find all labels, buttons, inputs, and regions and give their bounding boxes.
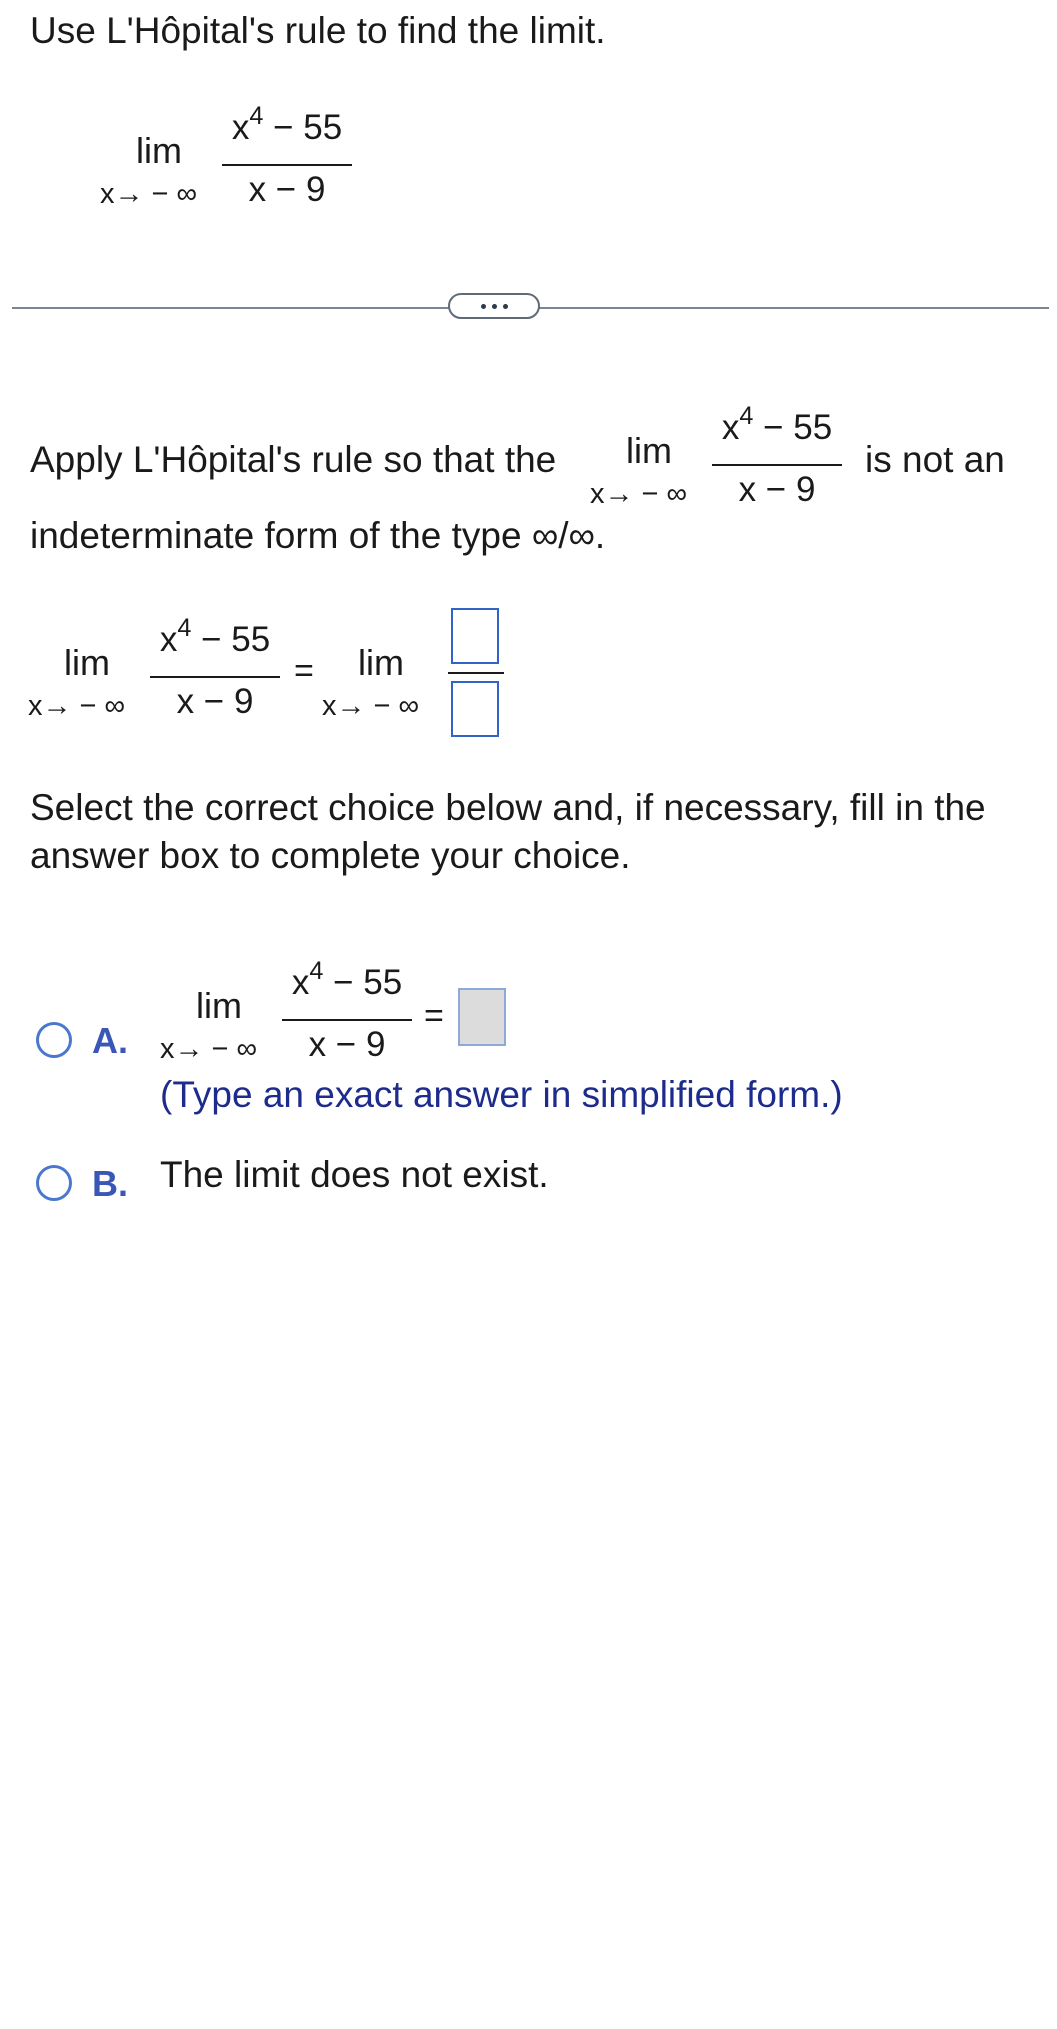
fraction-denominator: x − 9 [248,170,326,209]
choice-prompt-line1: Select the correct choice below and, if necessary, fill in the [30,787,986,828]
limit-fraction [150,612,280,722]
choice-a-answer-input[interactable] [458,988,506,1046]
instruction-limit [590,400,850,515]
question-title: Use L'Hôpital's rule to find the limit. [30,10,606,51]
equals-sign: = [294,652,314,690]
lim-label: lim [136,130,182,171]
numerator-answer-input[interactable] [451,608,499,664]
dot-icon [492,304,497,309]
fraction-numerator: $x^4 - 55$ [159,614,271,659]
fraction-denominator: x − 9 [738,470,816,509]
fraction-bar [222,164,352,166]
answer-fraction-bar [448,672,504,674]
fraction-bar [282,1019,412,1021]
dot-icon [481,304,486,309]
fraction-numerator: $x^4 - 55$ [291,957,403,1002]
choice-b-letter[interactable]: B. [92,1163,128,1204]
fraction-denominator: x − 9 [176,682,254,721]
limit-fraction [222,100,352,210]
instruction-text-line2: indeterminate form of the type ∞/∞. [30,515,606,556]
dot-icon [503,304,508,309]
lim-label: lim [196,985,242,1026]
fraction-numerator: $x^4 - 55$ [721,402,833,447]
choice-prompt-line2: answer box to complete your choice. [30,835,631,876]
fraction-bar [150,676,280,678]
choice-a-letter[interactable]: A. [92,1020,128,1061]
lim-subscript: x→ − ∞ [100,178,198,210]
choice-a-limit [160,955,420,1070]
choice-b-radio[interactable] [36,1165,72,1201]
limit-fraction [712,400,842,510]
lim-subscript: x→ − ∞ [590,478,688,510]
lim-label: lim [358,642,404,683]
choice-a-hint: (Type an exact answer in simplified form.) [160,1074,843,1115]
fraction-bar [712,464,842,466]
instruction-text-after: is not an [865,439,1005,480]
lim-label: lim [626,430,672,471]
expand-button[interactable] [448,293,540,319]
step-limit-left [28,612,288,727]
lim-subscript: x→ − ∞ [322,690,420,722]
limit-fraction [282,955,412,1065]
choice-a-equals: = [424,997,444,1035]
denominator-answer-input[interactable] [451,681,499,737]
fraction-denominator: x − 9 [308,1025,386,1064]
lim-subscript: x→ − ∞ [160,1033,258,1065]
choice-b-text: The limit does not exist. [160,1154,549,1195]
lim-subscript: x→ − ∞ [28,690,126,722]
choice-a-radio[interactable] [36,1022,72,1058]
problem-limit [100,100,360,215]
lim-label: lim [64,642,110,683]
fraction-numerator: $x^4 - 55$ [231,102,343,147]
instruction-text: Apply L'Hôpital's rule so that the [30,439,557,480]
